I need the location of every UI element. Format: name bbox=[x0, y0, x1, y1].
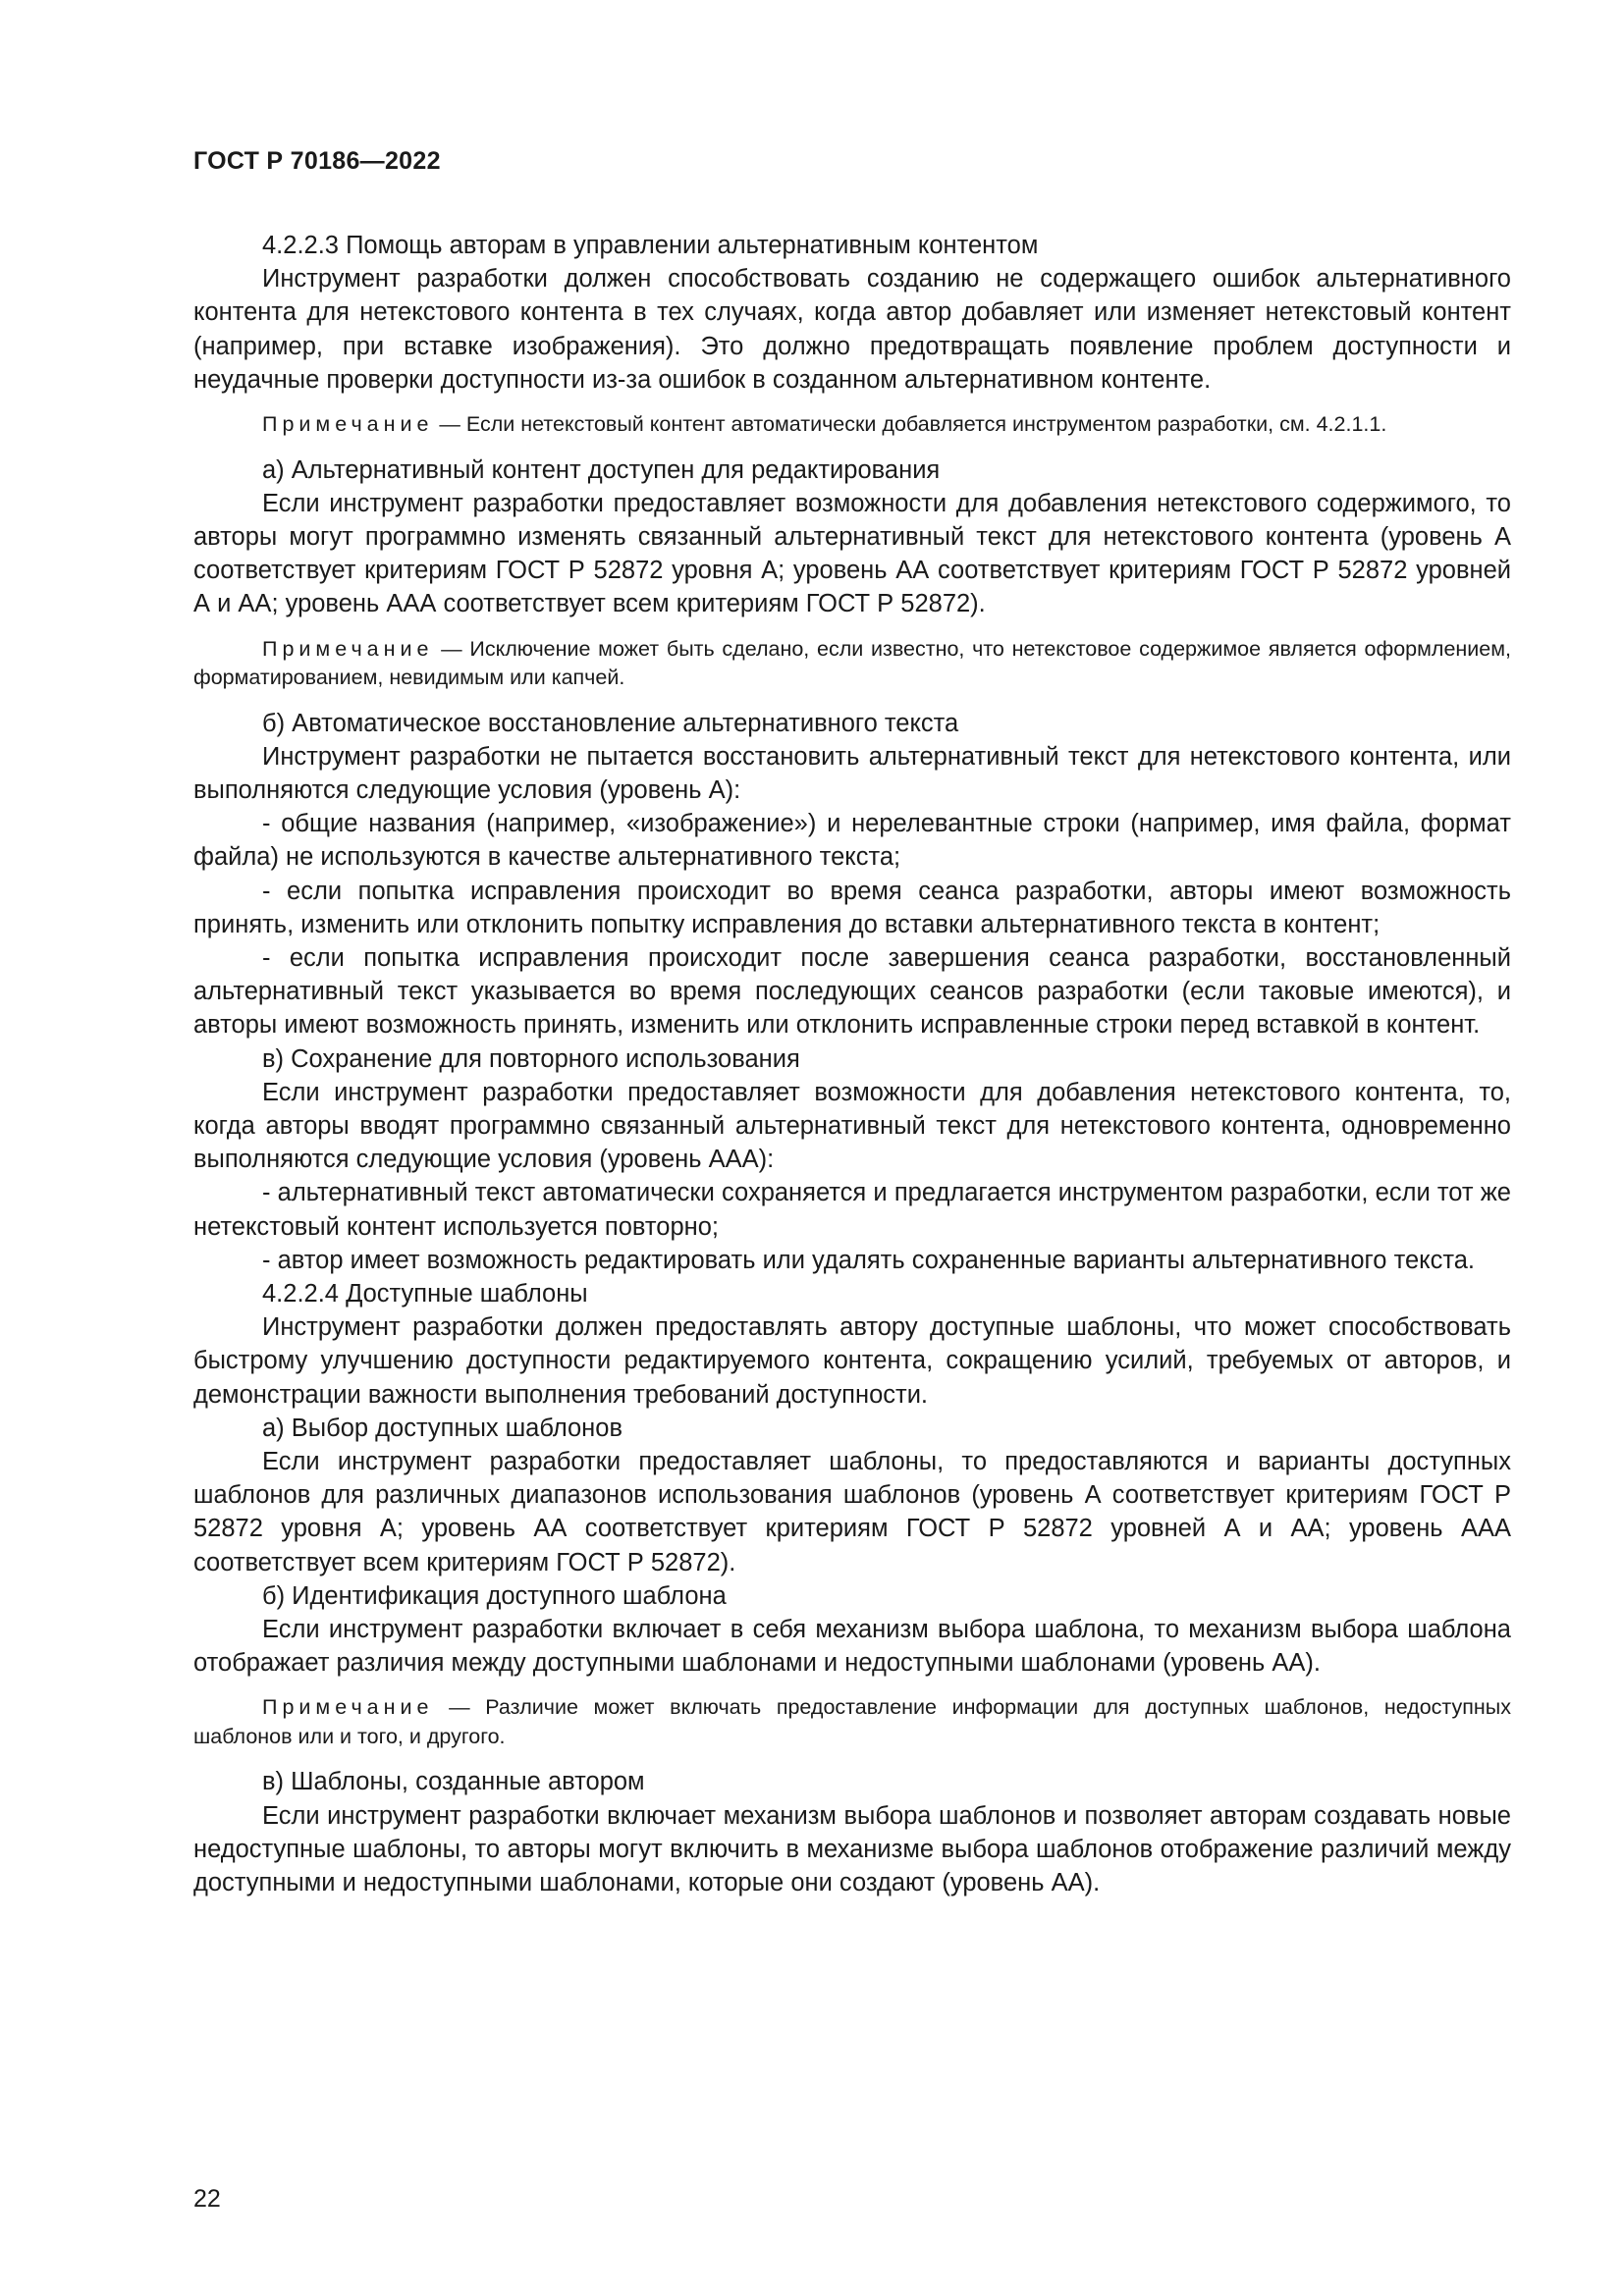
body-paragraph: Инструмент разработки должен способствовать созданию не содержащего ошибок альтернативного контента для нетекстового контента в тех случаях, когда автор добавляет или изменяет нетекстовый контент (например, при вставке изображения). Это должно предотвращать появление проблем доступности и неудачные проверки доступности из-за ошибок в созданном альтернативном контенте. bbox=[193, 265, 1511, 394]
body-paragraph: 4.2.2.3 Помощь авторам в управлении альтернативным контентом bbox=[262, 232, 1039, 259]
note-label: Примечание bbox=[262, 1695, 434, 1720]
body-paragraph: б) Идентификация доступного шаблона bbox=[262, 1581, 727, 1610]
body-paragraph: а) Альтернативный контент доступен для редактирования bbox=[262, 455, 941, 484]
body-paragraph: б) Автоматическое восстановление альтернативного текста bbox=[262, 709, 959, 737]
document-header-title: ГОСТ Р 70186—2022 bbox=[193, 147, 441, 175]
body-paragraph: - альтернативный текст автоматически сохраняется и предлагается инструментом разработки, если тот же нетекстовый контент используется повторно; bbox=[193, 1179, 1511, 1241]
body-paragraph: 4.2.2.4 Доступные шаблоны bbox=[262, 1279, 588, 1308]
note-label: Примечание bbox=[262, 412, 434, 437]
body-paragraph: в) Сохранение для повторного использования bbox=[262, 1044, 800, 1073]
body-paragraph: - общие названия (например, «изображение») и нерелевантные строки (например, имя файла, формат файла) не используются в качестве альтернативного текста; bbox=[193, 810, 1511, 872]
body-paragraph: Если инструмент разработки предоставляет возможности для добавления нетекстового содержимого, то авторы могут программно изменять связанный альтернативный текст для нетекстового контента (уровень А соответствует критериям ГОСТ Р 52872 уровня А; уровень АА соответствует критериям ГОСТ Р 52872 уровней А и АА; уровень ААА соответствует всем критериям ГОСТ Р 52872). bbox=[193, 489, 1511, 618]
note-text: — Различие может включать предоставление информации для доступных шаблонов, недоступных шаблонов или и того, и другого. bbox=[193, 1695, 1511, 1748]
body-paragraph: Если инструмент разработки включает в себя механизм выбора шаблона, то механизм выбора шаблона отображает различия между доступными шаблонами и недоступными шаблонами (уровень АА). bbox=[193, 1616, 1511, 1678]
body-paragraph: - автор имеет возможность редактировать или удалять сохраненные варианты альтернативного текста. bbox=[262, 1246, 1475, 1274]
body-paragraph: Если инструмент разработки предоставляет возможности для добавления нетекстового контента, то, когда авторы вводят программно связанный альтернативный текст для нетекстового контента, одновременно выполняются следующие условия (уровень ААА): bbox=[193, 1078, 1511, 1174]
note-paragraph bbox=[193, 1693, 1511, 1751]
body-paragraph: Если инструмент разработки включает механизм выбора шаблонов и позволяет авторам создавать новые недоступные шаблоны, то авторы могут включить в механизме выбора шаблонов отображение различий между доступными и недоступными шаблонами, которые они создают (уровень АА). bbox=[193, 1801, 1511, 1897]
note-text: — Если нетекстовый контент автоматически добавляется инструментом разработки, см. 4.2.1.1. bbox=[433, 412, 1387, 437]
note-paragraph bbox=[193, 410, 1511, 440]
body-paragraph: Инструмент разработки не пытается восстановить альтернативный текст для нетекстового контента, или выполняются следующие условия (уровень А): bbox=[193, 742, 1511, 804]
note-label: Примечание bbox=[262, 636, 434, 661]
body-paragraph: Если инструмент разработки предоставляет шаблоны, то предоставляются и варианты доступных шаблонов для различных диапазонов использования шаблонов (уровень А соответствует критериям ГОСТ Р 52872 уровня А; уровень АА соответствует критериям ГОСТ Р 52872 уровней А и АА; уровень ААА соответствует всем критериям ГОСТ Р 52872). bbox=[193, 1448, 1511, 1576]
document-body bbox=[193, 229, 1511, 1899]
body-paragraph: - если попытка исправления происходит во время сеанса разработки, авторы имеют возможность принять, изменить или отклонить попытку исправления до вставки альтернативного текста в контент; bbox=[193, 877, 1511, 938]
body-paragraph: а) Выбор доступных шаблонов bbox=[262, 1414, 623, 1442]
body-paragraph: в) Шаблоны, созданные автором bbox=[262, 1768, 645, 1796]
body-paragraph: Инструмент разработки должен предоставлять автору доступные шаблоны, что может способствовать быстрому улучшению доступности редактируемого контента, сокращению усилий, требуемых от авторов, и демонстрации важности выполнения требований доступности. bbox=[193, 1313, 1511, 1409]
page-number: 22 bbox=[193, 2185, 221, 2213]
note-text: — Исключение может быть сделано, если известно, что нетекстовое содержимое является оформлением, форматированием, невидимым или капчей. bbox=[193, 636, 1511, 690]
note-paragraph bbox=[193, 635, 1511, 693]
body-paragraph: - если попытка исправления происходит после завершения сеанса разработки, восстановленный альтернативный текст указывается во время последующих сеансов разработки (если таковые имеются), и авторы имеют возможность принять, изменить или отклонить исправленные строки перед вставкой в контент. bbox=[193, 943, 1511, 1040]
